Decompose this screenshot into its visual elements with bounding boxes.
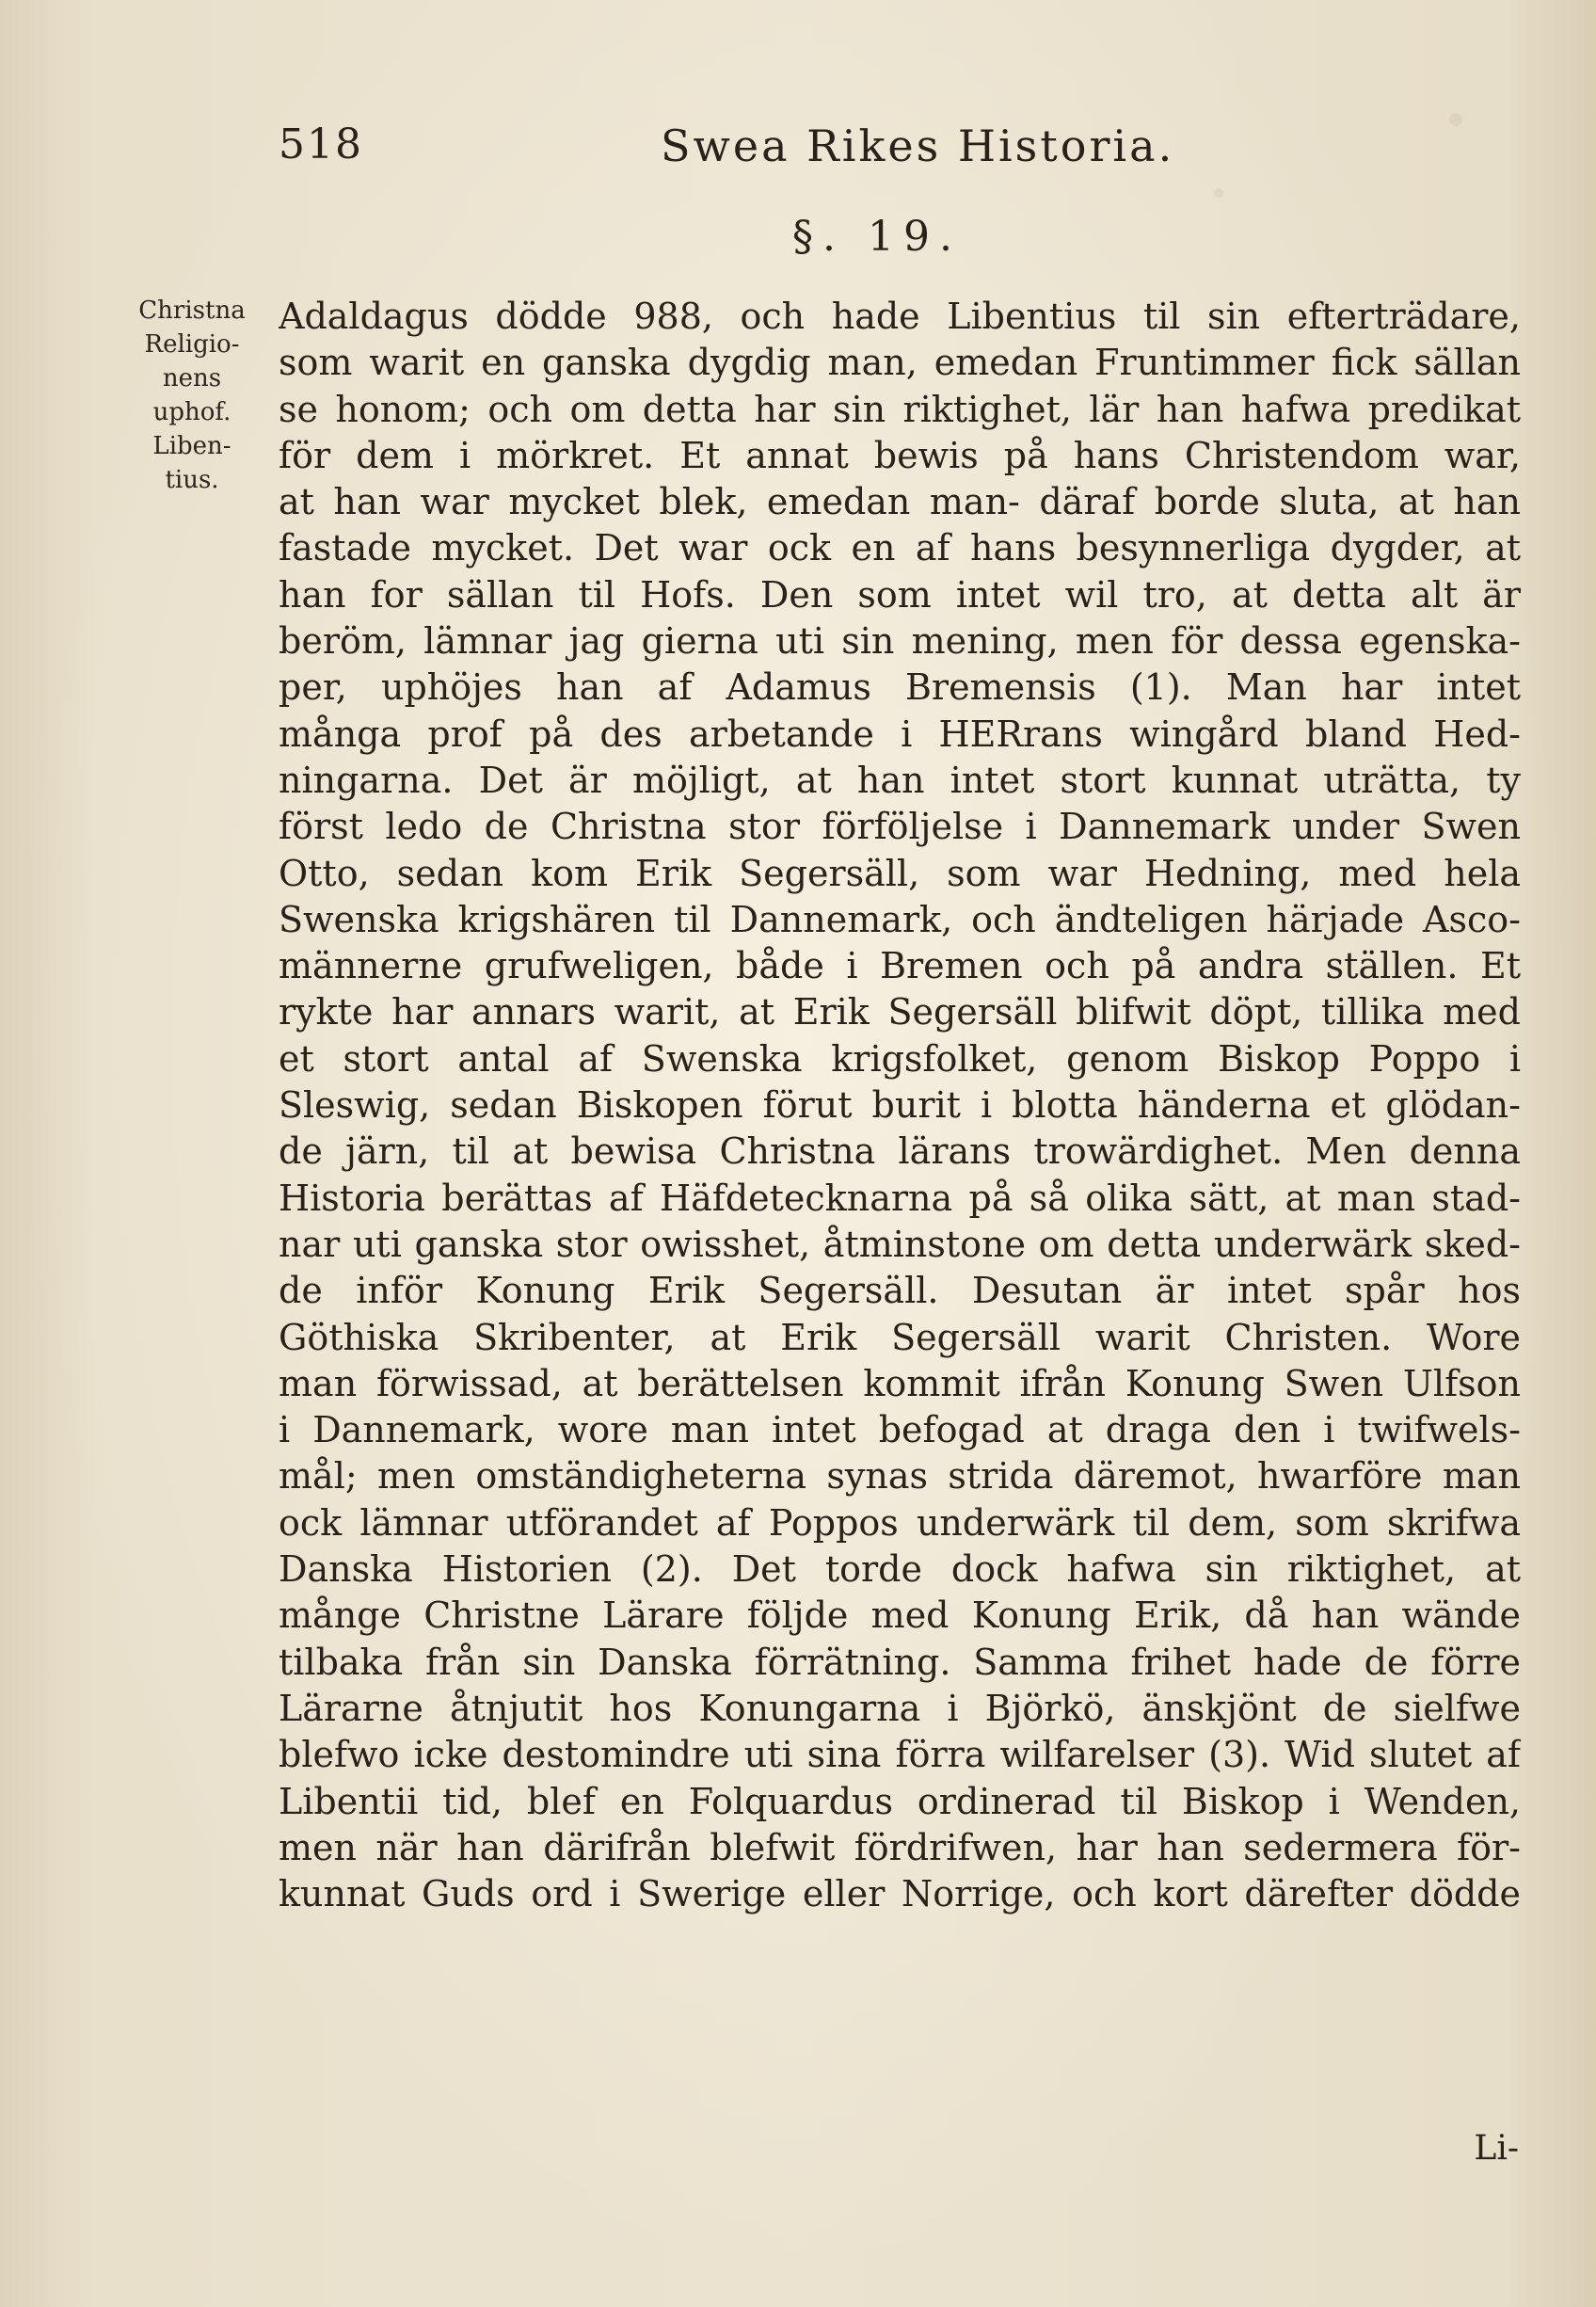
text-line: många prof på des arbetande i HERrans wingård bland Hed- [279,713,1521,755]
text-line: Lärarne åtnjutit hos Konungarna i Björkö, änskjönt de sielfwe [279,1687,1521,1729]
text-line: mål; men omständigheterna synas strida däremot, hwarföre man [279,1455,1521,1498]
text-line: beröm, lämnar jag gierna uti sin mening, men för dessa egenska- [279,620,1521,663]
text-line: männerne grufweligen, både i Bremen och på andra ställen. Et [279,945,1521,987]
text-line: nar uti ganska stor owisshet, åtminstone om detta underwärk sked- [279,1223,1521,1265]
paper-stain [1214,188,1223,198]
text-line: blefwo icke destomindre uti sina förra wilfarelser (3). Wid slutet af [279,1734,1521,1776]
margin-note [117,294,267,497]
text-line: tilbaka från sin Danska förrätning. Samma frihet hade de förre [279,1641,1521,1683]
text-line: Historia berättas af Häfdetecknarna på så olika sätt, at man stad- [279,1177,1521,1219]
margin-note-line: Christna [138,296,246,325]
text-line: Libentii tid, blef en Folquardus ordinerad til Biskop i Wenden, [279,1780,1521,1822]
catchword: Li- [1474,2129,1519,2168]
text-line: ock lämnar utförandet af Poppos underwärk til dem, som skrifwa [279,1501,1521,1544]
text-line: Adaldagus dödde 988, och hade Libentius til sin efterträdare, [279,296,1521,337]
text-line: han for sällan til Hofs. Den som intet wil tro, at detta alt är [279,573,1521,616]
text-line: fastade mycket. Det war ock en af hans besynnerliga dygder, at [279,527,1521,569]
text-line: et stort antal af Swenska krigsfolket, genom Biskop Poppo i [279,1037,1521,1080]
text-line: Otto, sedan kom Erik Segersäll, som war Hedning, med hela [279,852,1521,894]
text-line: Göthiska Skribenter, at Erik Segersäll warit Christen. Wore [279,1316,1521,1358]
margin-note-line: Liben- [152,432,231,460]
text-line: per, uphöjes han af Adamus Bremensis (1). Man har intet [279,666,1521,709]
margin-note-line: Religio- [144,330,240,359]
page-header [279,120,1530,186]
margin-note-line: tius. [165,466,219,494]
margin-note-line: nens [162,364,222,393]
text-line: Swenska krigshären til Dannemark, och ändteligen härjade Asco- [279,898,1521,940]
text-line: månge Christne Lärare följde med Konung Erik, då han wände [279,1594,1521,1637]
text-line: de järn, til at bewisa Christna lärans trowärdighet. Men denna [279,1130,1521,1173]
margin-note-line: uphof. [152,398,231,426]
text-line: de inför Konung Erik Segersäll. Desutan är intet spår hos [279,1270,1521,1312]
text-line: som warit en ganska dygdig man, emedan Fruntimmer fick sällan [279,342,1521,384]
text-line: at han war mycket blek, emedan man- däraf borde sluta, at han [279,481,1521,523]
text-line: rykte har annars warit, at Erik Segersäll blifwit döpt, tillika med [279,991,1521,1033]
text-line: först ledo de Christna stor förföljelse i Dannemark under Swen [279,806,1521,848]
page-number: 518 [279,120,363,168]
text-line: man förwissad, at berättelsen kommit ifrån Konung Swen Ulfson [279,1362,1521,1404]
section-heading: §. 19. [792,213,962,261]
text-line: kunnat Guds ord i Swerige eller Norrige, och kort därefter dödde [279,1873,1521,1915]
text-line: men när han därifrån blefwit fördrifwen, har han sedermera för- [279,1826,1521,1868]
text-line: för dem i mörkret. Et annat bewis på hans Christendom war, [279,434,1521,476]
body-text [279,294,1521,1917]
text-line: i Dannemark, wore man intet befogad at draga den i twifwels- [279,1409,1521,1451]
text-line: Sleswig, sedan Biskopen förut burit i blotta händerna et glödan- [279,1084,1521,1127]
text-line: Danska Historien (2). Det torde dock hafwa sin riktighet, at [279,1548,1521,1591]
text-line: se honom; och om detta har sin riktighet, lär han hafwa predikat [279,388,1521,430]
text-line: ningarna. Det är möjligt, at han intet stort kunnat uträtta, ty [279,759,1521,801]
running-title: Swea Rikes Historia. [661,120,1175,171]
